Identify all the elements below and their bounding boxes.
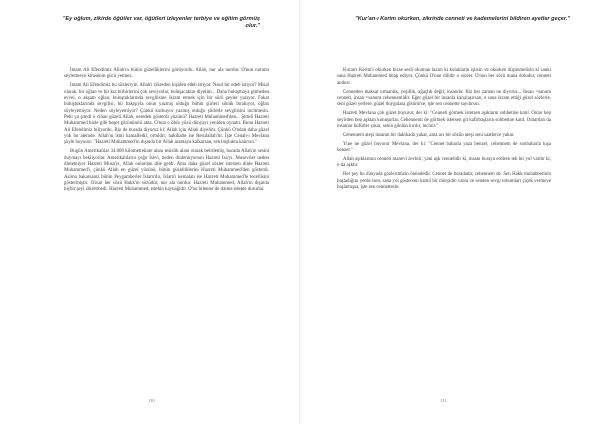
left-page-quote: "Ey oğlum, zikirde öğütler var, öğütleri izleyenler terbiye ve eğitim görmüş olur." — [62, 16, 260, 29]
right-page-number: 111 — [440, 398, 447, 403]
paragraph: Cennetten maksat ormanlık, yeşillik, ağaçlık değil; insandır. Biz her zaman ne diyoruz... İnsan =sanum cenneti, insan =sanum cehennemidir. Eğer güzel bir insanla karşılaşırsan, o sana ikram ettiği güzel sözlerle, seni güzel yerlere, güzel duygulara götürürse, işte sen cennette sayılırsın. — [337, 89, 551, 108]
paragraph: Her şey bu dünyada gözlerimizin önündedir. Cennet de buradadır, cehennem de. Sen Hakk muhabbetinin başladığını yerde isen, sana yol göstersen kamil bir mürşidin varsa ve senden sevgi tohumları çiçek vermeye başlamışsa, işte sen cennettesin. — [337, 172, 551, 191]
paragraph: İmam Ali Efendimiz Allah'ın bütün güzelliklerini görüyordu. Allah, nur ala nurdur. O'nun nurunu seyretmeye kimsenin gücü yetmez. — [64, 68, 269, 80]
right-page — [300, 0, 600, 424]
right-page-body — [337, 68, 551, 194]
left-page-number: 110 — [148, 398, 155, 403]
paragraph: Allah aşıklarının cenneti manevi zevktir, yani aşk cennetidir ki, insanı buraya erdiren tek bir yol vardır ki, o da aşktır. — [337, 157, 551, 169]
paragraph: Bugün Amerikalılar 34.000 kilometrekare alanı tesislik alanı olarak belirlemiş, burada Allah'ın sesini duymayı bekliyorlar. Amerikalıların çoğu İsevi, neden dinlemiyorsun Hazreti İsa'yı. Museviler neden dinlemiyor Hazreti Musa'yı, Allah onlardan dile geldi. Ama daha güzel sözler istersen dinle Hazreti Muhammed'i, çünkü Allah en güzel yüzünü, bütün güzelliklerini Hazreti Muhammed'den gösterdi. Aslına bakarsanız bütün Peygamberler İslam'dır, İslam'ı kemalatı ise Hazreti Muhammed'le tecellisini göstermiştir. O'nun her sözü Hakk'ın sözüdür, nur ala nurdur. Hazreti Muhammed, Allah'ın dışında hiçbir şeyi zikretmedi. Hazreti Muhammed, edebin kaynağıdır. O'nu bilenler de daima edepte dururlar. — [64, 149, 269, 193]
left-page-body — [64, 68, 269, 196]
paragraph: Yine ne güzel buyurur Mevlana, der ki: "Cennet baharla yaza benzer, cehennem de sonbaharla kışa benzer." — [337, 141, 551, 154]
right-page-quote: "Kur'an-ı Kerim okurken, zikrinde cenneti ve kademelerini bildiren ayetler geçer." — [355, 16, 570, 22]
paragraph: Hazreti Mevlana çok güzel buyurur, der ki: "Cenneti görmek istersen aşıkların sohbetine katıl. Onlar hep seyirden hep aşktan konuşurlar. Cehennemi de görmek istersen git kafirbaşların sohbetine katıl. Onlardan da insanlar küfürler çıkar, senin gönlün kırılır, incinir." — [337, 111, 551, 129]
paragraph: İmam Ali Efendimiz bu sözleriyle, Allah'ı zikreden kişiden edeb istiyor. Nasıl bir edeb istiyor? Misal olarak; bir oğlan ve bir kız birbirlerini çok seviyorlar, buluşacaklar diyelim... Daha buluşmaya gitmeden evvel, o akşam oğlan, buluştuklarında sevgilisine ikram etmek için bir sürü şeyler yazıyor. Fakat buluştuklarında sevgilisi, bir bakışıyla onun yazmış olduğu bütün şiirleri sönük bırakıyor, oğlan söyleyemiyor. Neden söyleyemiyor? Çünkü korkuyor yazmış olduğu şiirlerle sevgilisini incitmesin. Peki ya şimdi o cihan güzeli Allah, nereden gösterdi yüzünü? Hazreti Muhammed'den... Şimdi Hazreti Muhammed bizle gibi beşer görünümlü ama, O'nun o öbür yüzü dünyayı yeniden oynatır. Bunu Hazreti Ali Efendimiz biliyordu. Biz de burada diyoruz ki: Allah için Allah diyelim. Çünkü O'ndan daha güzel yok bu alemde. Allah'ın ismi kamalfedir, ortuldır; hakikatte ise Resulallah'tır. İşte Cenab-ı Mevlana şöyle buyurur: "Hazreti Muhammed'in dışında bir Allah aramaya kalkarsan, sen boşlukta kalırsın." — [64, 83, 269, 146]
paragraph: Kuran'ı Kerim'i okurken bizse sesli okuman lazım ki kulakların işitsin ve okurken düşünmelisin ki sanki sana Hazreti Muhammed hitap ediyor. Çünkü O'nun dilidir o sözler. O'nun her sözü mana doludur, cenneti andırır. — [337, 68, 551, 86]
paragraph: Cehennem ateşi insanın bir dakikada yakar, ama acı bir sözün ateşi seni saatlerce yakar. — [343, 132, 515, 138]
